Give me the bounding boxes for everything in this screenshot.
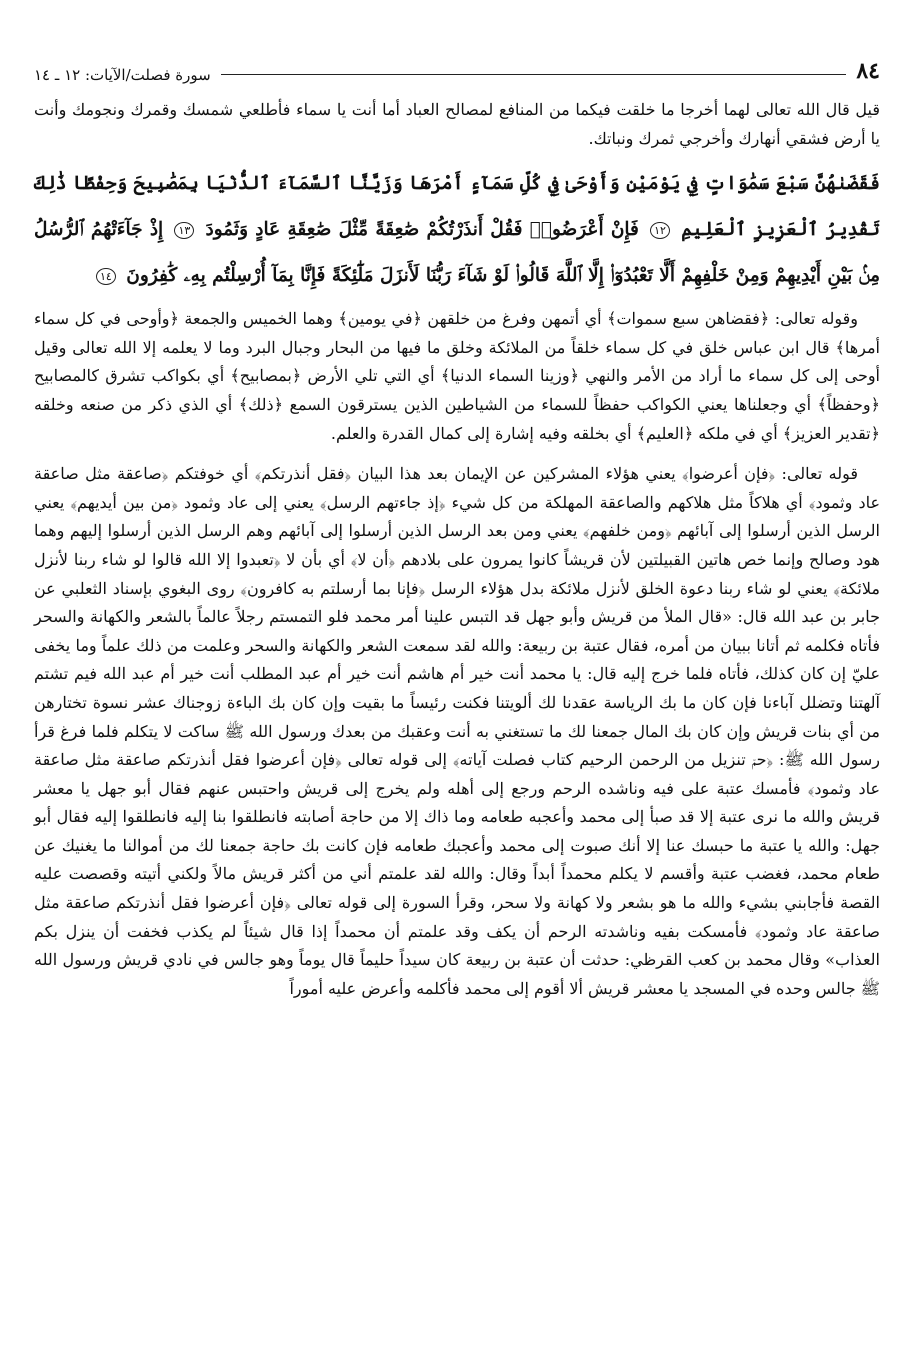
header-rule [221, 74, 847, 75]
tafsir-paragraph-1: وقوله تعالى: ﴿فقضاهن سبع سموات﴾ أي أتمهن وفرغ من خلقهن ﴿في يومين﴾ وهما الخميس والجمعة ﴿وأوحى في كل سماء أمرها﴾ قال ابن عباس خلق في كل سماء خلقاً من الملائكة وخلق ما فيها من البحار وجبال البرد وما لا يعلمه إلا الله تعالى وقيل أوحى إلى كل سماء ما أراد من الأمر والنهي ﴿وزينا السماء الدنيا﴾ أي التي تلي الأرض ﴿بمصابيح﴾ أي بكواكب تشرق كالمصابيح ﴿وحفظاً﴾ أي وجعلناها يعني الكواكب حفظاً للسماء من الشياطين الذين يسترقون السمع ﴿ذلك﴾ أي الذي ذكر من صنعه وخلقه ﴿تقدير العزيز﴾ أي في ملكه ﴿العليم﴾ أي بخلقه وفيه إشارة إلى كمال القدرة والعلم. [34, 309, 881, 443]
page-header [34, 50, 880, 84]
page-content [34, 96, 880, 1003]
sura-title: سورة فصلت/الآيات: ١٢ ـ ١٤ [34, 66, 211, 84]
page-number: ٨٤ [856, 58, 880, 84]
verse-13: فَإِنْ أَعْرَضُوا۟ فَقُلْ أَنذَرْتُكُمْ صَٰعِقَةً مِّثْلَ صَٰعِقَةِ عَادٍ وَثَمُودَ [205, 219, 639, 241]
verse-12: فَقَضَىٰهُنَّ سَبْعَ سَمَٰوَاتٍ فِي يَوْمَيْنِ وَأَوْحَىٰ فِي كُلِّ سَمَآءٍ أَمْرَهَا وَزَيَّنَّا ٱلسَّمَآءَ ٱلدُّنْيَا بِمَصَٰبِيحَ وَحِفْظًا ذَٰلِكَ تَقْدِيرُ ٱلْعَزِيزِ ٱلْعَلِيمِ [34, 173, 880, 241]
intro-paragraph: قيل قال الله تعالى لهما أخرجا ما خلقت فيكما من المنافع لمصالح العباد أما أنت يا سماء فأطلعي شمسك وقمرك ونجومك وأنت يا أرض فشقي أنهارك وأخرجي ثمرك ونباتك. [34, 100, 880, 148]
ayah-number-13: ١٣ [174, 222, 194, 239]
quran-verses [34, 161, 880, 299]
tafsir-paragraph-2: قوله تعالى: ﴿فإن أعرضوا﴾ يعني هؤلاء المشركين عن الإيمان بعد هذا البيان ﴿فقل أنذرتكم﴾ أي خوفتكم ﴿صاعقة مثل صاعقة عاد وثمود﴾ أي هلاكاً مثل هلاكهم والصاعقة المهلكة من كل شيء ﴿إذ جاءتهم الرسل﴾ يعني إلى عاد وثمود ﴿من بين أيديهم﴾ يعني الرسل الذين أرسلوا إلى آبائهم ﴿ومن خلفهم﴾ يعني ومن بعد الرسل الذين أرسلوا إلى آبائهم وهم الرسل الذين أرسلوا إليهم وهما هود وصالح وإنما خص هاتين القبيلتين لأن قريشاً كانوا يمرون على بلادهم ﴿أن لا﴾ أي بأن لا ﴿تعبدوا إلا الله قالوا لو شاء ربنا لأنزل ملائكة﴾ يعني لو شاء ربنا دعوة الخلق لأنزل ملائكة بدل هؤلاء الرسل ﴿فإنا بما أرسلتم به كافرون﴾ روى البغوي بإسناد الثعلبي عن جابر بن عبد الله قال: «قال الملأ من قريش وأبو جهل قد التبس علينا أمر محمد فلو التمستم رجلاً عالماً بالشعر والكهانة والسحر فأتاه فكلمه ثم أتانا ببيان من أمره، فقال عتبة بن ربيعة: والله لقد سمعت الشعر والكهانة والسحر وعلمت من ذلك علماً وما يخفى عليّ إن كان كذلك، فأتاه فلما خرج إليه قال: يا محمد أنت خير أم هاشم أنت خير أم عبد المطلب أنت خير أم عبد الله فيم تشتم آلهتنا وتضلل آباءنا فإن كان ما بك الرياسة عقدنا لك ألويتنا فكنت رئيساً ما بقيت وإن كان بك الباءة زوجناك عشر نسوة تختارهن من أي بنات قريش وإن كان بك المال جمعنا لك ما تستغني به أنت وعقبك من بعدك ورسول الله ﷺ ساكت لا يتكلم فلما فرغ قرأ رسول الله ﷺ: ﴿حمۤ تنزيل من الرحمن الرحيم كتاب فصلت آياته﴾ إلى قوله تعالى ﴿فإن أعرضوا فقل أنذرتكم صاعقة مثل صاعقة عاد وثمود﴾ فأمسك عتبة على فيه وناشده الرحم ورجع إلى أهله ولم يخرج إلى قريش واحتبس عنهم فقال أبو جهل يا معشر قريش والله ما نرى عتبة إلا قد صبأ إلى محمد وأعجبه طعامه وما ذاك إلا من حاجة أصابته فانطلقوا بنا إليه فانطلقوا إليه فقال أبو جهل: والله يا عتبة ما حبسك عنا إلا أنك صبوت إلى محمد وأعجبك طعامه فإن كانت بك حاجة جمعنا لك من أموالنا ما يغنيك عن طعام محمد، فغضب عتبة وأقسم لا يكلم محمداً أبداً وقال: والله لقد علمتم أني من أكثر قريش مالاً ولكني أتيته وقصصت عليه القصة فأجابني بشيء والله ما هو بشعر ولا كهانة ولا سحر، وقرأ السورة إلى قوله تعالى ﴿فإن أعرضوا فقل أنذرتكم صاعقة مثل صاعقة عاد وثمود﴾ فأمسكت بفيه وناشدته الرحم أن يكف وقد علمتم أن محمداً إذا قال شيئاً لم يكذب فخفت أن ينزل بكم العذاب» وقال محمد بن كعب القرظي: حدثت أن عتبة بن ربيعة كان سيداً حليماً قال يوماً وهو جالس في نادي قريش ورسول الله ﷺ جالس وحده في المسجد يا معشر قريش ألا أقوم إلى محمد فأكلمه وأعرض عليه أموراً [34, 464, 881, 998]
ayah-number-14: ١٤ [96, 268, 116, 285]
verse-14: إِذْ جَآءَتْهُمُ ٱلرُّسُلُ مِنۢ بَيْنِ أَيْدِيهِمْ وَمِنْ خَلْفِهِمْ أَلَّا تَعْبُدُوٓا۟ إِلَّا ٱللَّهَ قَالُوا۟ لَوْ شَآءَ رَبُّنَا لَأَنزَلَ مَلَٰٓئِكَةً فَإِنَّا بِمَآ أُرْسِلْتُم بِهِۦ كَٰفِرُونَ [34, 219, 880, 287]
ayah-number-12: ١٢ [650, 222, 670, 239]
